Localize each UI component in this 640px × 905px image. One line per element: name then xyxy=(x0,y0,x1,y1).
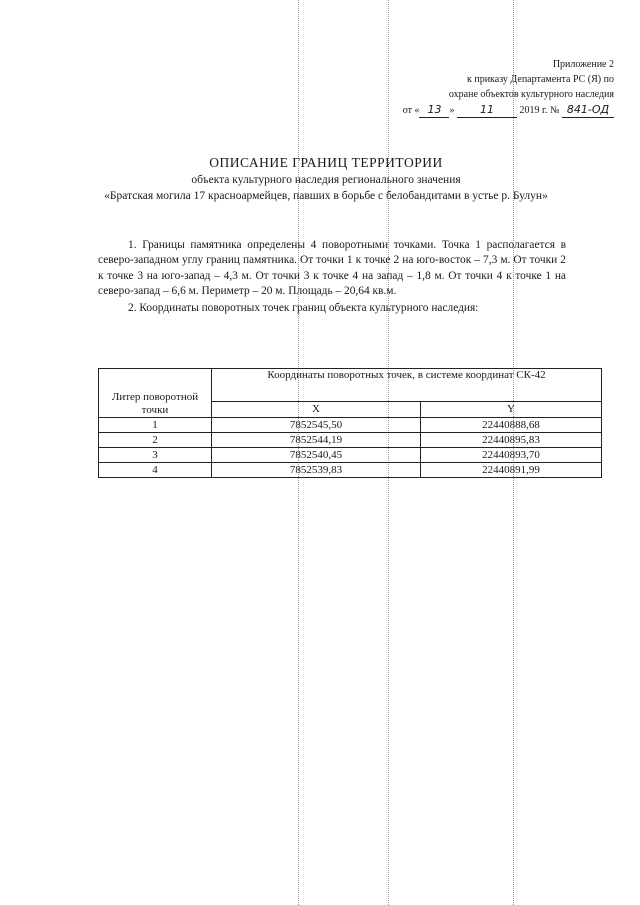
appendix-order-line: к приказу Департамента РС (Я) по xyxy=(466,74,614,85)
date-month: 11 xyxy=(457,102,517,118)
table-row xyxy=(99,433,602,448)
x-cell: 7852539,83 xyxy=(212,463,421,478)
x-cell: 7852545,50 xyxy=(212,418,421,433)
appendix-header xyxy=(314,57,614,118)
description-body xyxy=(98,238,566,316)
point-cell: 1 xyxy=(99,418,212,433)
point-cell: 2 xyxy=(99,433,212,448)
point-cell: 4 xyxy=(99,463,212,478)
coordinates-intro-paragraph: 2. Координаты поворотных точек границ объекта культурного наследия: xyxy=(128,301,479,314)
y-cell: 22440888,68 xyxy=(421,418,602,433)
y-cell: 22440895,83 xyxy=(421,433,602,448)
header-y: Y xyxy=(421,402,602,418)
table-row xyxy=(99,448,602,463)
header-point-label: Литер поворотной точки xyxy=(99,369,212,418)
table-row xyxy=(99,463,602,478)
appendix-date-line xyxy=(314,102,614,118)
object-category: объекта культурного наследия регионального значения xyxy=(191,174,461,186)
table-row xyxy=(99,418,602,433)
order-number: 841-ОД xyxy=(562,102,614,118)
header-coordinates: Координаты поворотных точек, в системе координат СК-42 xyxy=(212,369,602,402)
y-cell: 22440893,70 xyxy=(421,448,602,463)
point-cell: 3 xyxy=(99,448,212,463)
object-name: «Братская могила 17 красноармейцев, павших в борьбе с белобандитами в устье р. Булун» xyxy=(104,190,548,202)
x-cell: 7852540,45 xyxy=(212,448,421,463)
date-day: 13 xyxy=(419,102,449,118)
title-block xyxy=(40,154,612,204)
x-cell: 7852544,19 xyxy=(212,433,421,448)
appendix-label: Приложение 2 xyxy=(552,59,614,70)
appendix-department-line: охране объектов культурного наследия xyxy=(448,89,614,100)
coordinates-table xyxy=(98,368,602,478)
date-prefix: от « xyxy=(402,105,420,116)
header-x: X xyxy=(212,402,421,418)
y-cell: 22440891,99 xyxy=(421,463,602,478)
document-title: ОПИСАНИЕ ГРАНИЦ ТЕРРИТОРИИ xyxy=(209,155,443,170)
date-year: 2019 г. № xyxy=(519,105,560,116)
date-mid: » xyxy=(449,105,455,116)
boundary-description-paragraph: 1. Границы памятника определены 4 поворотными точками. Точка 1 располагается в северо-западном углу границ памятника. От точки 1 к точке 2 на юго-восток – 7,3 м. От точки 2 к точке 3 на юго-запад – 4,3 м. От точки 3 к точке 4 на запад – 1,8 м. От точки 4 к точке 1 на северо-запад – 6,6 м. Периметр – 20 м. Площадь – 20,64 кв.м. xyxy=(98,239,566,298)
